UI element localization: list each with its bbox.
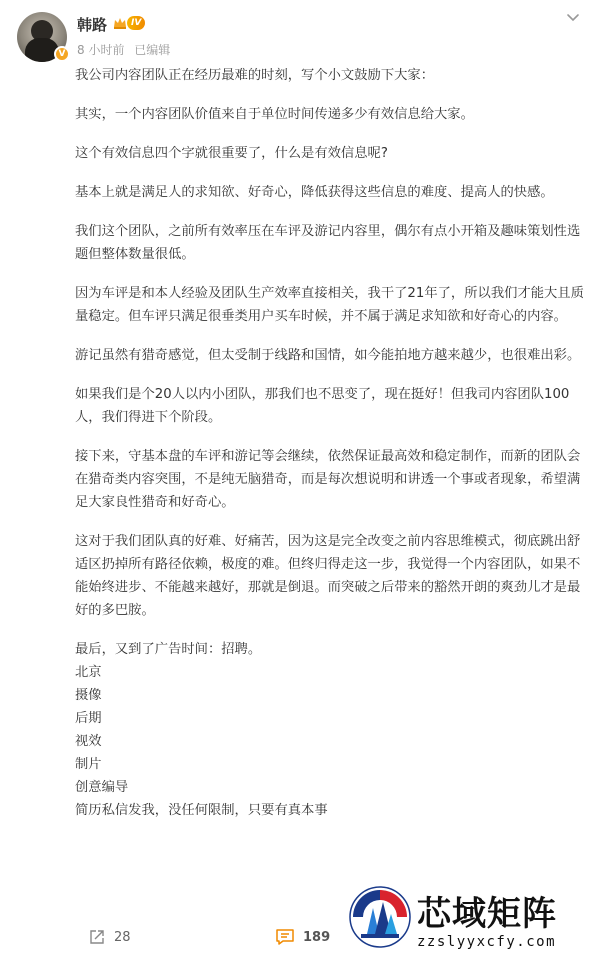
post-time: 8 小时前 (77, 43, 125, 57)
watermark (345, 880, 590, 960)
watermark-title: 芯域矩阵 (417, 894, 557, 934)
edited-label[interactable]: 已编辑 (134, 43, 171, 57)
job-item: 视效 (75, 734, 102, 749)
post-body (75, 64, 587, 822)
ad-intro: 最后，又到了广告时间：招聘。 (75, 642, 262, 657)
author-name[interactable]: 韩路 (77, 16, 108, 34)
job-item: 摄像 (75, 688, 102, 703)
paragraph: 因为车评是和本人经验及团队生产效率直接相关，我干了21年了，所以我们才能大且质量稳定。但车评只满足很垂类用户买车时候，并不属于满足求知欲和好奇心的内容。 (75, 286, 584, 324)
paragraph: 接下来，守基本盘的车评和游记等会继续，依然保证最高效和稳定制作，而新的团队会在猎奇类内容突围，不是纯无脑猎奇，而是每次想说明和讲透一个事或者现象，希望满足大家良性猎奇和好奇心。 (75, 449, 581, 510)
verified-badge: V (54, 46, 70, 62)
share-icon (88, 928, 106, 946)
post-meta (77, 41, 170, 58)
crown-icon (113, 16, 127, 30)
comment-icon (275, 928, 295, 946)
paragraph: 游记虽然有猎奇感觉，但太受制于线路和国情，如今能拍地方越来越少，也很难出彩。 (75, 348, 581, 363)
watermark-url: zzslyyxcfy.com (417, 934, 557, 950)
paragraph: 这对于我们团队真的好难、好痛苦，因为这是完全改变之前内容思维模式，彻底跳出舒适区扔掉所有路径依赖，极度的难。但终归得走这一步，我觉得一个内容团队，如果不能始终进步、不能越来越好，那就是倒退。而突破之后带来的豁然开朗的爽劲儿才是最好的多巴胺。 (75, 534, 581, 618)
paragraph: 我们这个团队，之前所有效率压在车评及游记内容里，偶尔有点小开箱及趣味策划性选题但整体数量很低。 (75, 224, 581, 262)
level-badge: IV (127, 16, 145, 30)
share-count: 28 (114, 929, 131, 945)
job-item: 制片 (75, 757, 102, 772)
post-header (0, 0, 600, 68)
paragraph: 基本上就是满足人的求知欲、好奇心，降低获得这些信息的难度、提高人的快感。 (75, 185, 554, 200)
paragraph: 我公司内容团队正在经历最难的时刻，写个小文鼓励下大家： (75, 68, 435, 83)
paragraph: 其实，一个内容团队价值来自于单位时间传递多少有效信息给大家。 (75, 107, 474, 122)
logo-icon (349, 886, 411, 948)
paragraph: 如果我们是个20人以内小团队，那我们也不思变了，现在挺好！但我司内容团队100人，我们得进下个阶段。 (75, 387, 570, 425)
job-item: 北京 (75, 665, 102, 680)
comment-count: 189 (303, 929, 331, 945)
chevron-down-icon[interactable] (564, 8, 582, 26)
job-item: 创意编导 (75, 780, 129, 795)
share-button[interactable] (88, 928, 131, 946)
comment-button[interactable] (275, 928, 330, 946)
closing-text: 简历私信发我，没任何限制，只要有真本事 (75, 803, 328, 818)
job-item: 后期 (75, 711, 102, 726)
paragraph: 这个有效信息四个字就很重要了，什么是有效信息呢? (75, 146, 388, 161)
